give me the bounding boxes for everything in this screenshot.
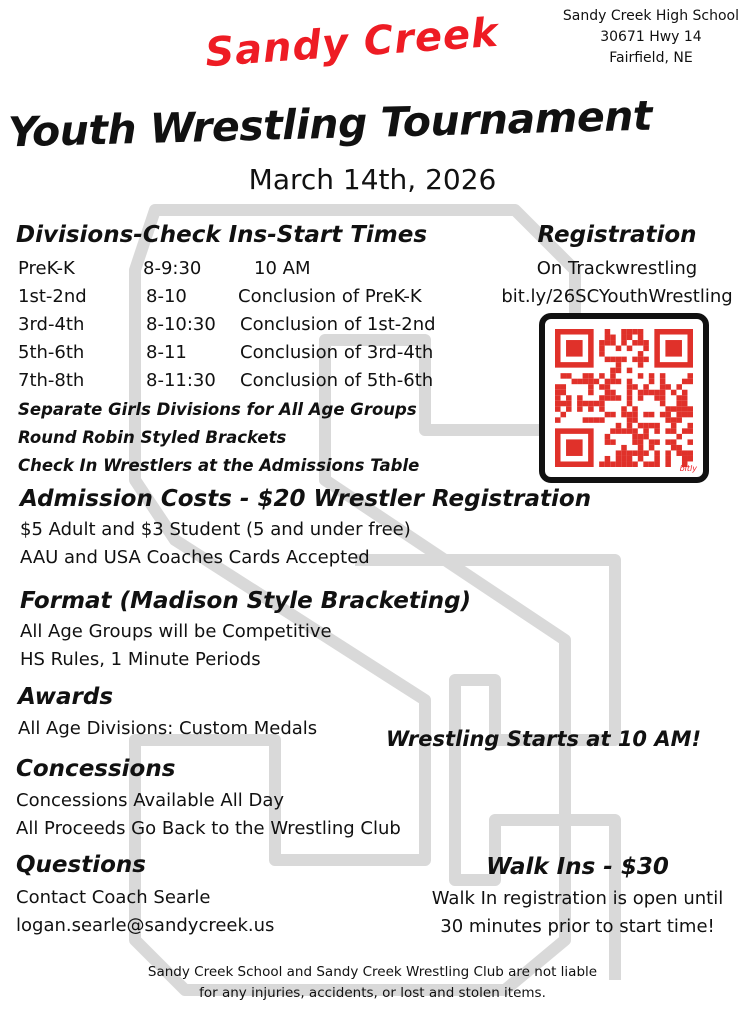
qr-module bbox=[621, 456, 627, 462]
qr-module bbox=[643, 346, 649, 352]
division-note: Separate Girls Divisions for All Age Groups bbox=[18, 400, 417, 419]
division-checkin: 8-9:30 bbox=[143, 258, 202, 279]
qr-module bbox=[577, 379, 583, 385]
qr-module bbox=[682, 406, 688, 412]
qr-module bbox=[632, 439, 638, 445]
qr-module bbox=[660, 412, 666, 418]
qr-module bbox=[638, 456, 644, 462]
qr-module bbox=[676, 412, 682, 418]
qr-module bbox=[627, 390, 633, 396]
qr-module bbox=[616, 456, 622, 462]
qr-module bbox=[671, 428, 677, 434]
qr-module bbox=[682, 412, 688, 418]
qr-module bbox=[627, 379, 633, 385]
qr-module bbox=[665, 428, 671, 434]
qr-module bbox=[594, 401, 600, 407]
qr-module bbox=[665, 439, 671, 445]
qr-module bbox=[682, 379, 688, 385]
qr-module bbox=[643, 340, 649, 346]
qr-module bbox=[610, 395, 616, 401]
qr-module bbox=[599, 406, 605, 412]
qr-module bbox=[605, 329, 611, 335]
qr-module bbox=[676, 417, 682, 423]
format-line: HS Rules, 1 Minute Periods bbox=[20, 649, 261, 670]
division-checkin: 8-11:30 bbox=[146, 370, 216, 391]
qr-module bbox=[566, 395, 572, 401]
qr-module bbox=[594, 417, 600, 423]
qr-module bbox=[610, 379, 616, 385]
qr-module bbox=[583, 401, 589, 407]
qr-module bbox=[605, 461, 611, 467]
concessions-line: Concessions Available All Day bbox=[16, 790, 285, 811]
division-note: Check In Wrestlers at the Admissions Table bbox=[18, 456, 420, 475]
qr-module bbox=[660, 401, 666, 407]
qr-module bbox=[616, 362, 622, 368]
qr-module bbox=[599, 401, 605, 407]
qr-module bbox=[621, 445, 627, 451]
qr-module bbox=[605, 340, 611, 346]
qr-module bbox=[687, 428, 693, 434]
qr-module bbox=[627, 384, 633, 390]
qr-module bbox=[649, 445, 655, 451]
qr-module bbox=[621, 340, 627, 346]
qr-module bbox=[632, 417, 638, 423]
qr-module bbox=[627, 461, 633, 467]
qr-module bbox=[638, 390, 644, 396]
qr-module bbox=[561, 384, 567, 390]
qr-module bbox=[643, 384, 649, 390]
footer-line: Sandy Creek School and Sandy Creek Wrestling Club are not liable bbox=[147, 964, 598, 980]
qr-module bbox=[660, 384, 666, 390]
concessions-line: All Proceeds Go Back to the Wrestling Club bbox=[16, 818, 401, 839]
qr-module bbox=[682, 450, 688, 456]
qr-module bbox=[632, 406, 638, 412]
qr-module bbox=[676, 384, 682, 390]
division-group: 7th-8th bbox=[18, 370, 85, 391]
qr-module bbox=[649, 423, 655, 429]
qr-module bbox=[687, 450, 693, 456]
qr-module bbox=[599, 373, 605, 379]
wrestling-start-callout: Wrestling Starts at 10 AM! bbox=[386, 727, 702, 751]
contact-email[interactable]: logan.searle@sandycreek.us bbox=[16, 915, 275, 936]
qr-module bbox=[561, 373, 567, 379]
qr-module bbox=[605, 335, 611, 341]
registration-qr-code[interactable] bbox=[539, 313, 709, 483]
qr-module bbox=[561, 390, 567, 396]
qr-module bbox=[605, 456, 611, 462]
walkins-line: 30 minutes prior to start time! bbox=[440, 916, 715, 937]
qr-module bbox=[583, 417, 589, 423]
qr-module bbox=[654, 428, 660, 434]
liability-footer bbox=[0, 962, 745, 1004]
qr-module bbox=[660, 390, 666, 396]
qr-code-icon bbox=[555, 329, 693, 467]
qr-module bbox=[610, 439, 616, 445]
qr-module bbox=[660, 395, 666, 401]
qr-module bbox=[638, 362, 644, 368]
qr-module bbox=[649, 390, 655, 396]
qr-module bbox=[599, 461, 605, 467]
qr-module bbox=[616, 395, 622, 401]
division-group: 5th-6th bbox=[18, 342, 85, 363]
qr-module bbox=[632, 428, 638, 434]
qr-module bbox=[605, 434, 611, 440]
qr-module bbox=[605, 384, 611, 390]
qr-module bbox=[627, 346, 633, 352]
bitly-mark: bitly bbox=[679, 464, 697, 473]
division-checkin: 8-11 bbox=[146, 342, 187, 363]
qr-module bbox=[643, 423, 649, 429]
division-start: Conclusion of 3rd-4th bbox=[240, 342, 434, 363]
qr-module bbox=[665, 340, 682, 357]
qr-module bbox=[599, 346, 605, 352]
qr-module bbox=[649, 373, 655, 379]
qr-module bbox=[605, 357, 611, 363]
qr-module bbox=[654, 456, 660, 462]
qr-module bbox=[566, 439, 583, 456]
qr-module bbox=[627, 335, 633, 341]
qr-module bbox=[654, 395, 660, 401]
division-start: Conclusion of PreK-K bbox=[238, 286, 422, 307]
qr-module bbox=[638, 423, 644, 429]
walkins-heading: Walk Ins - $30 bbox=[486, 854, 669, 880]
qr-module bbox=[643, 412, 649, 418]
qr-module bbox=[627, 329, 633, 335]
qr-module bbox=[632, 357, 638, 363]
qr-module bbox=[566, 406, 572, 412]
main-title: Youth Wrestling Tournament bbox=[7, 91, 653, 157]
registration-heading: Registration bbox=[537, 222, 697, 248]
qr-module bbox=[577, 395, 583, 401]
qr-module bbox=[660, 373, 666, 379]
qr-module bbox=[687, 423, 693, 429]
qr-module bbox=[621, 412, 627, 418]
qr-module bbox=[632, 329, 638, 335]
division-checkin: 8-10 bbox=[146, 286, 187, 307]
qr-module bbox=[682, 428, 688, 434]
qr-module bbox=[627, 456, 633, 462]
qr-module bbox=[671, 423, 677, 429]
qr-module bbox=[687, 412, 693, 418]
qr-module bbox=[583, 379, 589, 385]
qr-module bbox=[627, 412, 633, 418]
qr-module bbox=[665, 456, 671, 462]
qr-module bbox=[643, 390, 649, 396]
qr-module bbox=[654, 439, 660, 445]
qr-module bbox=[555, 390, 561, 396]
qr-module bbox=[687, 373, 693, 379]
qr-module bbox=[665, 384, 671, 390]
qr-module bbox=[665, 406, 671, 412]
qr-module bbox=[638, 329, 644, 335]
contact-name: Contact Coach Searle bbox=[16, 887, 211, 908]
qr-module bbox=[577, 401, 583, 407]
division-start: 10 AM bbox=[254, 258, 311, 279]
qr-module bbox=[621, 428, 627, 434]
qr-module bbox=[588, 390, 594, 396]
qr-module bbox=[588, 379, 594, 385]
qr-module bbox=[665, 450, 671, 456]
division-checkin: 8-10:30 bbox=[146, 314, 216, 335]
qr-module bbox=[643, 428, 649, 434]
qr-module bbox=[605, 379, 611, 385]
qr-module bbox=[610, 335, 616, 341]
qr-module bbox=[561, 401, 567, 407]
qr-module bbox=[671, 406, 677, 412]
admission-line: AAU and USA Coaches Cards Accepted bbox=[20, 547, 370, 568]
qr-module bbox=[588, 384, 594, 390]
qr-module bbox=[616, 461, 622, 467]
qr-module bbox=[687, 439, 693, 445]
qr-module bbox=[687, 379, 693, 385]
qr-module bbox=[654, 450, 660, 456]
division-group: PreK-K bbox=[18, 258, 75, 279]
walkins-line: Walk In registration is open until bbox=[431, 888, 724, 909]
qr-module bbox=[605, 439, 611, 445]
qr-module bbox=[643, 357, 649, 363]
qr-module bbox=[555, 406, 561, 412]
qr-module bbox=[676, 450, 682, 456]
qr-module bbox=[632, 434, 638, 440]
qr-module bbox=[599, 340, 605, 346]
qr-module bbox=[671, 439, 677, 445]
qr-module bbox=[649, 461, 655, 467]
qr-module bbox=[610, 340, 616, 346]
qr-module bbox=[649, 412, 655, 418]
qr-module bbox=[599, 384, 605, 390]
qr-module bbox=[588, 417, 594, 423]
qr-module bbox=[555, 395, 561, 401]
qr-module bbox=[682, 456, 688, 462]
qr-module bbox=[599, 417, 605, 423]
awards-heading: Awards bbox=[18, 684, 114, 710]
qr-module bbox=[665, 461, 671, 467]
qr-module bbox=[566, 373, 572, 379]
qr-module bbox=[632, 412, 638, 418]
qr-module bbox=[610, 412, 616, 418]
questions-heading: Questions bbox=[16, 852, 146, 878]
qr-module bbox=[621, 335, 627, 341]
qr-module bbox=[610, 428, 616, 434]
qr-module bbox=[665, 417, 671, 423]
qr-module bbox=[632, 450, 638, 456]
division-start: Conclusion of 1st-2nd bbox=[240, 314, 436, 335]
qr-module bbox=[638, 439, 644, 445]
qr-module bbox=[676, 445, 682, 451]
divisions-heading: Divisions-Check Ins-Start Times bbox=[16, 222, 428, 248]
qr-module bbox=[566, 401, 572, 407]
qr-module bbox=[687, 406, 693, 412]
qr-module bbox=[572, 379, 578, 385]
qr-module bbox=[632, 340, 638, 346]
division-note: Round Robin Styled Brackets bbox=[18, 428, 287, 447]
qr-module bbox=[643, 450, 649, 456]
qr-module bbox=[616, 357, 622, 363]
qr-module bbox=[627, 428, 633, 434]
qr-module bbox=[627, 423, 633, 429]
qr-module bbox=[616, 423, 622, 429]
school-street: 30671 Hwy 14 bbox=[600, 29, 702, 45]
awards-line: All Age Divisions: Custom Medals bbox=[18, 718, 318, 739]
qr-module bbox=[676, 401, 682, 407]
qr-module bbox=[610, 368, 616, 374]
concessions-heading: Concessions bbox=[16, 756, 176, 782]
qr-module bbox=[687, 456, 693, 462]
qr-module bbox=[627, 401, 633, 407]
qr-module bbox=[588, 401, 594, 407]
qr-module bbox=[555, 417, 561, 423]
admission-line: $5 Adult and $3 Student (5 and under free) bbox=[20, 519, 411, 540]
qr-module bbox=[682, 395, 688, 401]
qr-module bbox=[566, 340, 583, 357]
qr-module bbox=[638, 335, 644, 341]
qr-module bbox=[610, 357, 616, 363]
format-heading: Format (Madison Style Bracketing) bbox=[20, 588, 472, 614]
qr-module bbox=[643, 434, 649, 440]
qr-module bbox=[665, 412, 671, 418]
qr-module bbox=[638, 445, 644, 451]
qr-module bbox=[649, 379, 655, 385]
division-group: 1st-2nd bbox=[18, 286, 87, 307]
qr-module bbox=[621, 357, 627, 363]
qr-module bbox=[555, 401, 561, 407]
qr-module bbox=[561, 412, 567, 418]
qr-module bbox=[594, 379, 600, 385]
school-city: Fairfield, NE bbox=[609, 50, 693, 66]
qr-module bbox=[555, 384, 561, 390]
qr-module bbox=[627, 450, 633, 456]
division-start: Conclusion of 5th-6th bbox=[240, 370, 434, 391]
qr-module bbox=[676, 434, 682, 440]
qr-module bbox=[627, 368, 633, 374]
qr-module bbox=[610, 390, 616, 396]
event-date: March 14th, 2026 bbox=[248, 163, 497, 196]
qr-module bbox=[682, 401, 688, 407]
school-address-block bbox=[563, 6, 739, 69]
qr-module bbox=[577, 406, 583, 412]
division-group: 3rd-4th bbox=[18, 314, 85, 335]
qr-module bbox=[643, 461, 649, 467]
admission-heading: Admission Costs - $20 Wrestler Registration bbox=[20, 486, 592, 512]
qr-module bbox=[627, 417, 633, 423]
qr-module bbox=[621, 450, 627, 456]
qr-module bbox=[654, 461, 660, 467]
qr-module bbox=[616, 368, 622, 374]
footer-line: for any injuries, accidents, or lost and stolen items. bbox=[199, 985, 546, 1001]
school-name: Sandy Creek High School bbox=[562, 8, 739, 24]
qr-module bbox=[638, 395, 644, 401]
qr-module bbox=[638, 340, 644, 346]
qr-module bbox=[616, 379, 622, 385]
registration-link[interactable]: bit.ly/26SCYouthWrestling bbox=[501, 286, 733, 307]
qr-module bbox=[654, 390, 660, 396]
format-line: All Age Groups will be Competitive bbox=[20, 621, 332, 642]
qr-module bbox=[627, 395, 633, 401]
qr-module bbox=[654, 423, 660, 429]
qr-module bbox=[632, 384, 638, 390]
qr-module bbox=[616, 346, 622, 352]
qr-module bbox=[638, 434, 644, 440]
qr-module bbox=[605, 395, 611, 401]
qr-module bbox=[632, 461, 638, 467]
qr-module bbox=[616, 428, 622, 434]
qr-module bbox=[605, 412, 611, 418]
qr-module bbox=[671, 445, 677, 451]
registration-platform: On Trackwrestling bbox=[536, 258, 698, 279]
qr-module bbox=[588, 373, 594, 379]
brand-title: Sandy Creek bbox=[203, 9, 501, 77]
qr-module bbox=[621, 461, 627, 467]
qr-module bbox=[610, 461, 616, 467]
qr-module bbox=[583, 373, 589, 379]
qr-module bbox=[676, 406, 682, 412]
qr-module bbox=[649, 439, 655, 445]
qr-module bbox=[638, 450, 644, 456]
qr-module bbox=[682, 390, 688, 396]
qr-module bbox=[599, 395, 605, 401]
qr-module bbox=[621, 329, 627, 335]
qr-module bbox=[605, 390, 611, 396]
qr-module bbox=[676, 395, 682, 401]
qr-module bbox=[638, 373, 644, 379]
qr-module bbox=[610, 373, 616, 379]
qr-module bbox=[638, 351, 644, 357]
qr-module bbox=[671, 390, 677, 396]
qr-module bbox=[599, 351, 605, 357]
qr-module bbox=[671, 417, 677, 423]
qr-module bbox=[616, 450, 622, 456]
qr-module bbox=[660, 379, 666, 385]
qr-module bbox=[588, 406, 594, 412]
qr-module bbox=[621, 406, 627, 412]
qr-module bbox=[638, 357, 644, 363]
